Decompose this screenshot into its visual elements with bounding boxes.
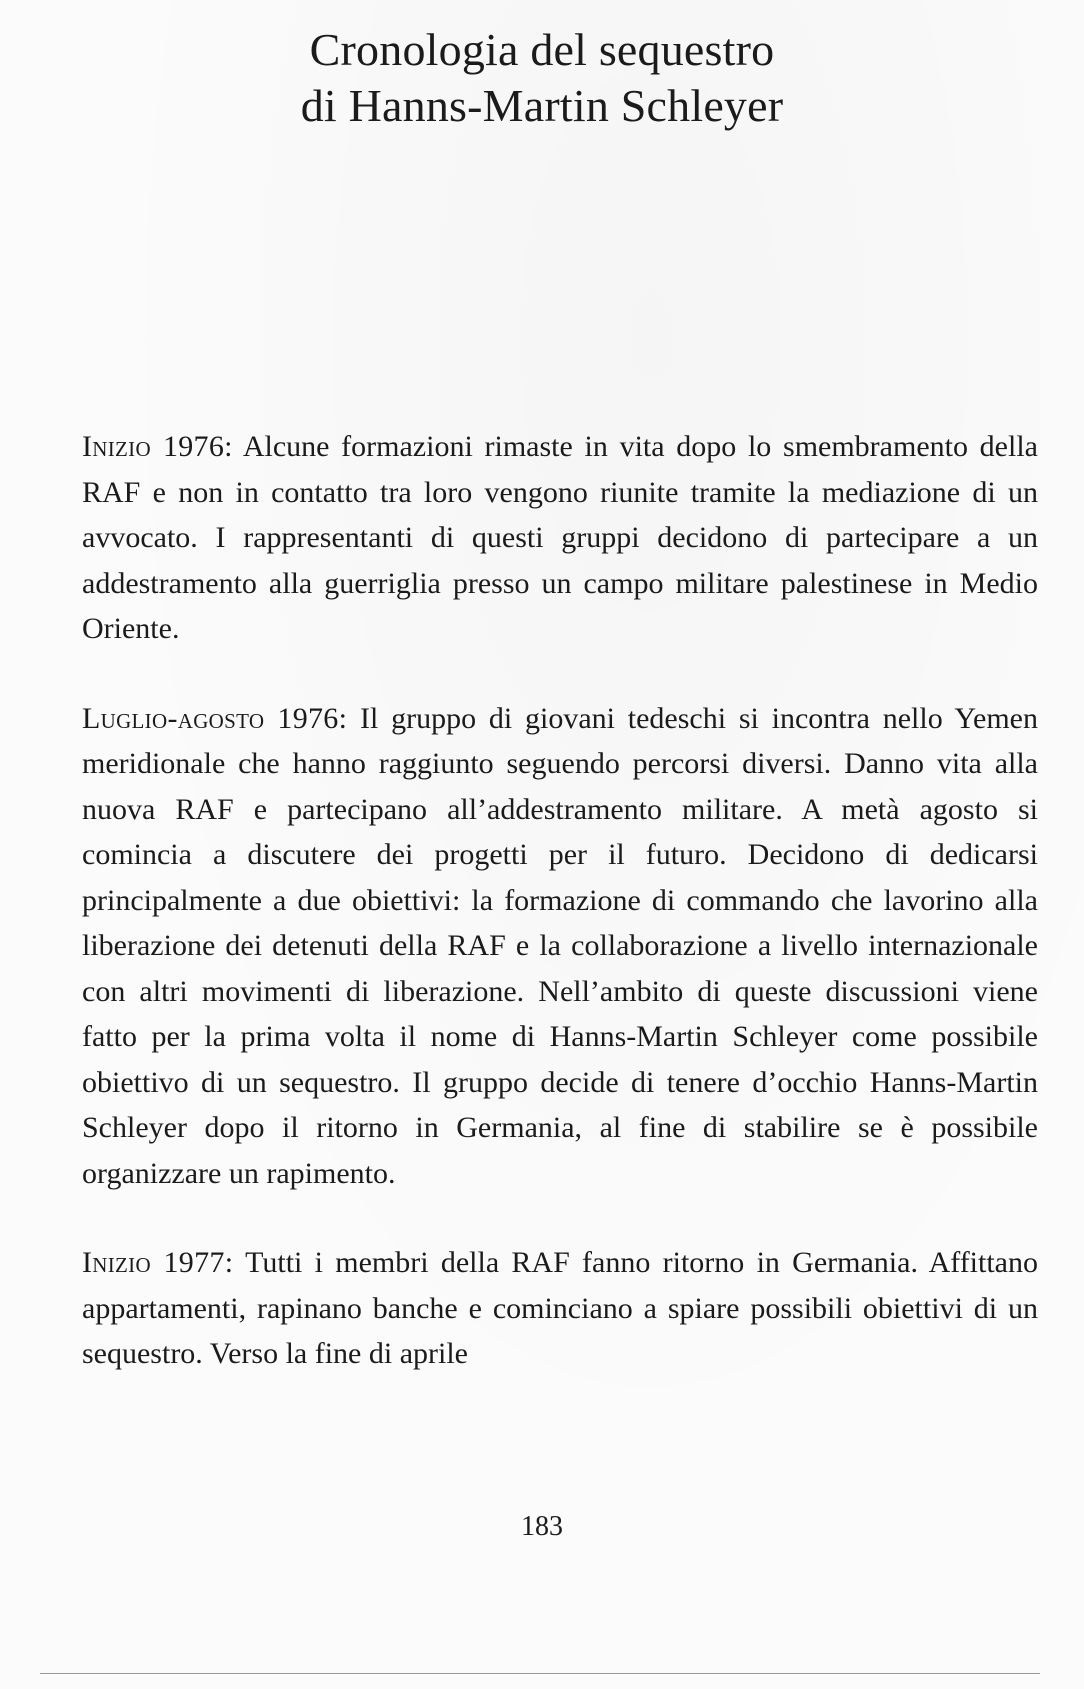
chapter-title bbox=[0, 22, 1084, 134]
chapter-title-line-1: Cronologia del sequestro bbox=[309, 24, 775, 75]
page-edge-line bbox=[40, 1673, 1040, 1674]
entry-text: Tutti i membri della RAF fanno ritorno in Germania. Affittano appartamenti, rapinano banche e cominciano a spiare possibili obiettivi di un sequestro. Verso la fine di aprile bbox=[82, 1246, 1038, 1370]
entry-date: Inizio 1977: bbox=[82, 1246, 234, 1279]
entry-text: Il gruppo di giovani tedeschi si incontra nello Yemen meridionale che hanno raggiunto seguendo percorsi diversi. Danno vita alla nuova RAF e partecipano all’addestramento militare. A metà agosto si comincia a discutere dei progetti per il futuro. Decidono di dedicarsi principalmente a due obiettivi: la formazione di commando che lavorino alla liberazione dei detenuti della RAF e la collaborazione a livello internazionale con altri movimenti di liberazione. Nell’ambito di queste discussioni viene fatto per la prima volta il nome di Hanns-Martin Schleyer come possibile obiettivo di un sequestro. Il gruppo decide di tenere d’occhio Hanns-Martin Schleyer dopo il ritorno in Germania, al fine di stabilire se è possibile organizzare un rapimento. bbox=[82, 701, 1038, 1190]
entry-date: Luglio-agosto 1976: bbox=[82, 701, 348, 735]
chapter-title-line-2: di Hanns-Martin Schleyer bbox=[300, 80, 784, 131]
entry-text: Alcune formazioni rimaste in vita dopo lo smembramento della RAF e non in contatto tra loro vengono riunite tramite la mediazione di un avvocato. I rappresentanti di questi gruppi decidono di partecipare a un addestramento alla guerriglia presso un campo militare palestinese in Medio Oriente. bbox=[82, 430, 1038, 645]
chronology-entries bbox=[82, 424, 1038, 1421]
chronology-entry bbox=[82, 696, 1038, 1197]
entry-date: Inizio 1976: bbox=[82, 430, 233, 463]
chronology-entry bbox=[82, 1240, 1038, 1377]
page-number: 183 bbox=[521, 1511, 563, 1542]
chronology-entry bbox=[82, 424, 1038, 652]
